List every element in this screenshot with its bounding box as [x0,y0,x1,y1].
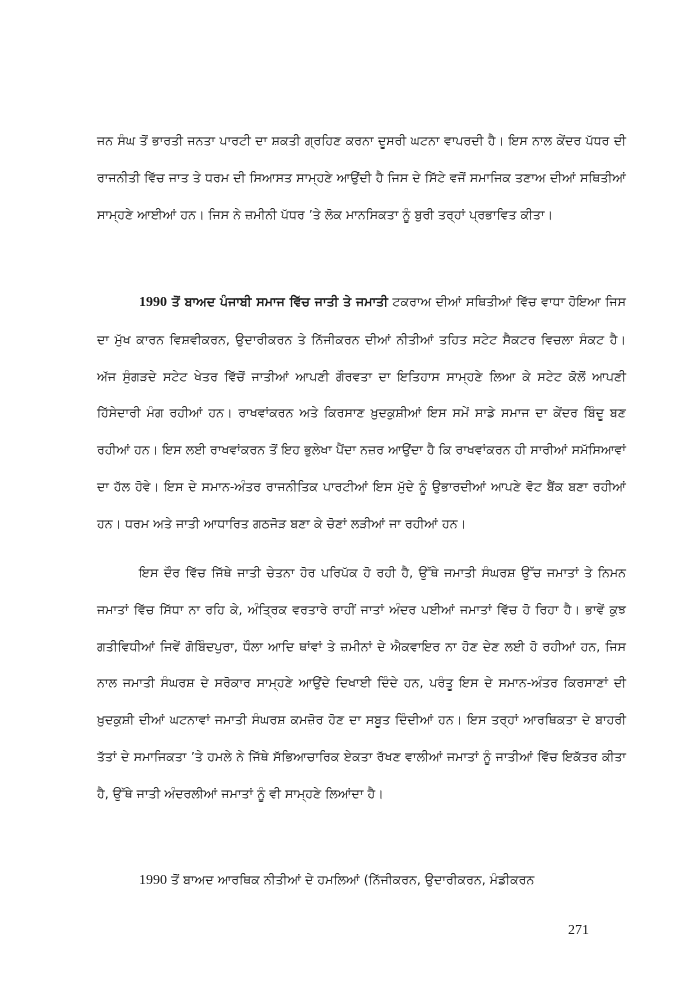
page-number: 271 [568,923,589,938]
paragraph-1: ਜਨ ਸੰਘ ਤੋਂ ਭਾਰਤੀ ਜਨਤਾ ਪਾਰਟੀ ਦਾ ਸ਼ਕਤੀ ਗ੍ਰਹਿਣ ਕਰਨਾ ਦੂਸਰੀ ਘਟਨਾ ਵਾਪਰਦੀ ਹੈ। ਇਸ ਨਾਲ ਕੇਂਦਰ ਪੱਧਰ ਦੀ ਰਾਜਨੀਤੀ ਵਿੱਚ ਜਾਤ ਤੇ ਧਰਮ ਦੀ ਸਿਆਸਤ ਸਾਮ੍ਹਣੇ ਆਉਂਦੀ ਹੈ ਜਿਸ ਦੇ ਸਿੱਟੇ ਵਜੋਂ ਸਮਾਜਿਕ ਤਣਾਅ ਦੀਆਂ ਸਥਿਤੀਆਂ ਸਾਮ੍ਹਣੇ ਆਈਆਂ ਹਨ। ਜਿਸ ਨੇ ਜ਼ਮੀਨੀ ਪੱਧਰ ’ਤੇ ਲੋਕ ਮਾਨਸਿਕਤਾ ਨੂੰ ਬੁਰੀ ਤਰ੍ਹਾਂ ਪ੍ਰਭਾਵਿਤ ਕੀਤਾ। [97,133,626,222]
paragraph-4-year: 1990 [139,873,167,888]
paragraph-4 [97,862,626,900]
paragraph-4-text: ਤੋਂ ਬਾਅਦ ਆਰਥਿਕ ਨੀਤੀਆਂ ਦੇ ਹਮਲਿਆਂ (ਨਿੱਜੀਕਰਨ, ਉਦਾਰੀਕਰਨ, ਮੰਡੀਕਰਨ [167,872,535,887]
paragraph-2-bold-heading: ਤੋਂ ਬਾਅਦ ਪੰਜਾਬੀ ਸਮਾਜ ਵਿੱਚ ਜਾਤੀ ਤੇ ਜਮਾਤੀ [167,294,389,309]
paragraph-2-text: ਟਕਰਾਅ ਦੀਆਂ ਸਥਿਤੀਆਂ ਵਿੱਚ ਵਾਧਾ ਹੋਇਆ ਜਿਸ ਦਾ ਮੁੱਖ ਕਾਰਨ ਵਿਸ਼ਵੀਕਰਨ, ਉਦਾਰੀਕਰਨ ਤੇ ਨਿੱਜੀਕਰਨ ਦੀਆਂ ਨੀਤੀਆਂ ਤਹਿਤ ਸਟੇਟ ਸੈਕਟਰ ਵਿਚਲਾ ਸੰਕਟ ਹੈ। ਅੱਜ ਸੁੰਗੜਦੇ ਸਟੇਟ ਖੇਤਰ ਵਿੱਚੋਂ ਜਾਤੀਆਂ ਆਪਣੀ ਗੌਰਵਤਾ ਦਾ ਇਤਿਹਾਸ ਸਾਮ੍ਹਣੇ ਲਿਆ ਕੇ ਸਟੇਟ ਕੋਲੋਂ ਆਪਣੀ ਹਿੱਸੇਦਾਰੀ ਮੰਗ ਰਹੀਆਂ ਹਨ। ਰਾਖਵਾਂਕਰਨ ਅਤੇ ਕਿਰਸਾਣ ਖ਼ੁਦਕੁਸ਼ੀਆਂ ਇਸ ਸਮੇਂ ਸਾਡੇ ਸਮਾਜ ਦਾ ਕੇਂਦਰ ਬਿੰਦੂ ਬਣ ਰਹੀਆਂ ਹਨ। ਇਸ ਲਈ ਰਾਖਵਾਂਕਰਨ ਤੋਂ ਇਹ ਭੁਲੇਖਾ ਪੈਂਦਾ ਨਜ਼ਰ ਆਉਂਦਾ ਹੈ ਕਿ ਰਾਖਵਾਂਕਰਨ ਹੀ ਸਾਰੀਆਂ ਸਮੱਸਿਆਵਾਂ ਦਾ ਹੱਲ ਹੋਵੇ। ਇਸ ਦੇ ਸਮਾਨ-ਅੰਤਰ ਰਾਜਨੀਤਿਕ ਪਾਰਟੀਆਂ ਇਸ ਮੁੱਦੇ ਨੂੰ ਉਭਾਰਦੀਆਂ ਆਪਣੇ ਵੋਟ ਬੈਂਕ ਬਣਾ ਰਹੀਆਂ ਹਨ। ਧਰਮ ਅਤੇ ਜਾਤੀ ਆਧਾਰਿਤ ਗਠਜੋੜ ਬਣਾ ਕੇ ਚੋਣਾਂ ਲੜੀਆਂ ਜਾ ਰਹੀਆਂ ਹਨ। [97,294,626,531]
paragraph-2-year: 1990 [139,295,167,310]
paragraph-2 [97,284,626,543]
paragraph-3: ਇਸ ਦੌਰ ਵਿੱਚ ਜਿੱਥੇ ਜਾਤੀ ਚੇਤਨਾ ਹੋਰ ਪਰਿਪੱਕ ਹੋ ਰਹੀ ਹੈ, ਉੱਥੇ ਜਮਾਤੀ ਸੰਘਰਸ਼ ਉੱਚ ਜਮਾਤਾਂ ਤੇ ਨਿਮਨ ਜਮਾਤਾਂ ਵਿੱਚ ਸਿੱਧਾ ਨਾ ਰਹਿ ਕੇ, ਅੰਤ੍ਰਿਕ ਵਰਤਾਰੇ ਰਾਹੀਂ ਜਾਤਾਂ ਅੰਦਰ ਪਈਆਂ ਜਮਾਤਾਂ ਵਿੱਚ ਹੋ ਰਿਹਾ ਹੈ। ਭਾਵੇਂ ਕੁਝ ਗਤੀਵਿਧੀਆਂ ਜਿਵੇਂ ਗੋਬਿੰਦਪੁਰਾ, ਧੌਲਾ ਆਦਿ ਥਾਂਵਾਂ ਤੇ ਜ਼ਮੀਨਾਂ ਦੇ ਐਕਵਾਇਰ ਨਾ ਹੋਣ ਦੇਣ ਲਈ ਹੋ ਰਹੀਆਂ ਹਨ, ਜਿਸ ਨਾਲ ਜਮਾਤੀ ਸੰਘਰਸ਼ ਦੇ ਸਰੋਕਾਰ ਸਾਮ੍ਹਣੇ ਆਉਂਦੇ ਦਿਖਾਈ ਦਿੰਦੇ ਹਨ, ਪਰੰਤੂ ਇਸ ਦੇ ਸਮਾਨ-ਅੰਤਰ ਕਿਰਸਾਣਾਂ ਦੀ ਖ਼ੁਦਕੁਸ਼ੀ ਦੀਆਂ ਘਟਨਾਵਾਂ ਜਮਾਤੀ ਸੰਘਰਸ਼ ਕਮਜ਼ੋਰ ਹੋਣ ਦਾ ਸਬੂਤ ਦਿੰਦੀਆਂ ਹਨ। ਇਸ ਤਰ੍ਹਾਂ ਆਰਥਿਕਤਾ ਦੇ ਬਾਹਰੀ ਤੱਤਾਂ ਦੇ ਸਮਾਜਿਕਤਾ ’ਤੇ ਹਮਲੇ ਨੇ ਜਿੱਥੇ ਸੱਭਿਆਚਾਰਿਕ ਏਕਤਾ ਰੱਖਣ ਵਾਲੀਆਂ ਜਮਾਤਾਂ ਨੂੰ ਜਾਤੀਆਂ ਵਿੱਚ ਇਕੱਤਰ ਕੀਤਾ ਹੈ, ਉੱਥੇ ਜਾਤੀ ਅੰਦਰਲੀਆਂ ਜਮਾਤਾਂ ਨੂੰ ਵੀ ਸਾਮ੍ਹਣੇ ਲਿਆਂਦਾ ਹੈ। [97,565,626,801]
